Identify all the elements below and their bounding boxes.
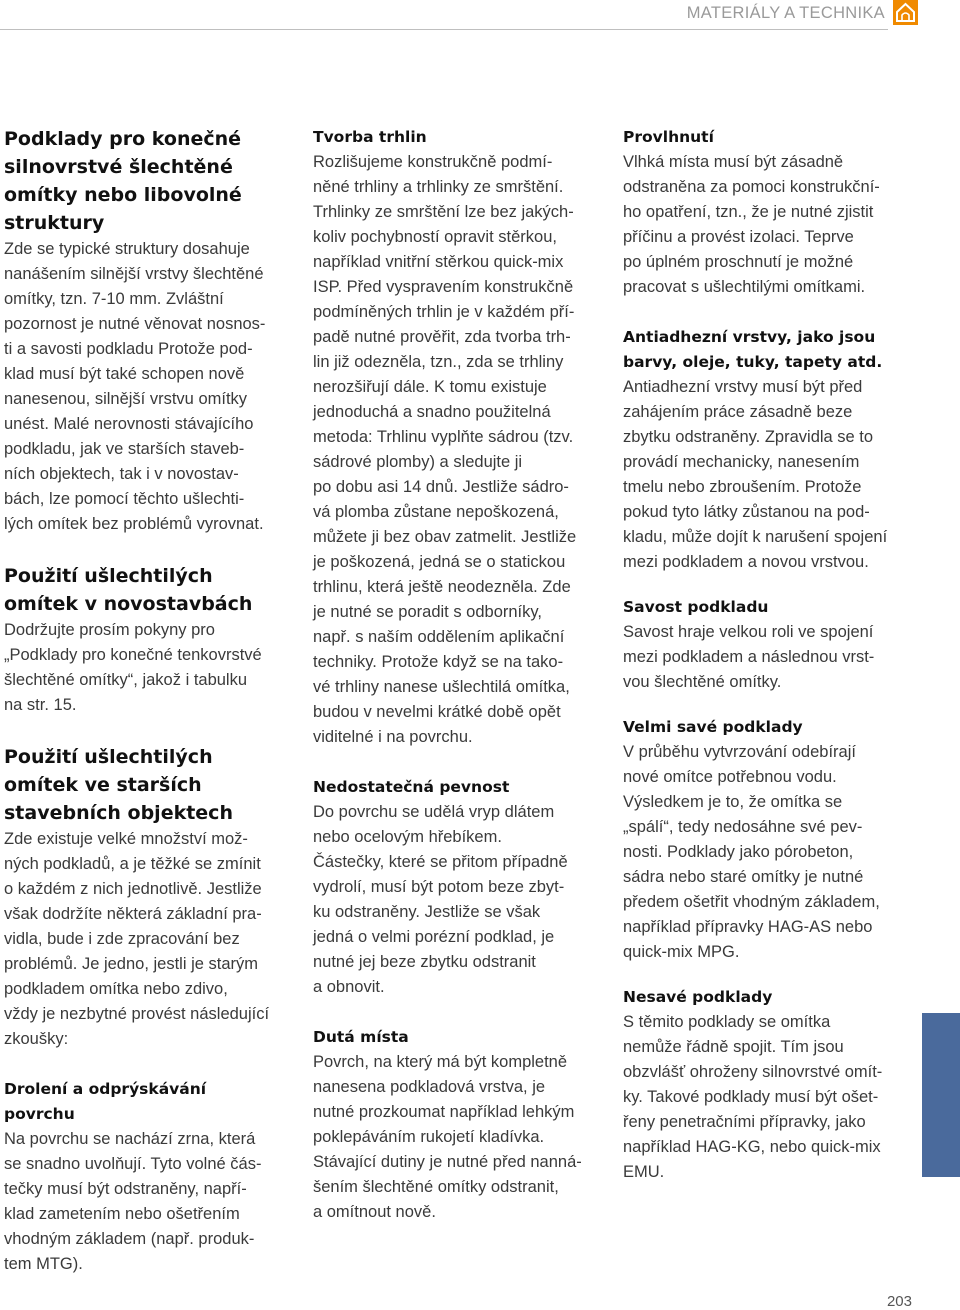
body-nesave-podklady: S těmito podklady se omítka nemůže řádně spojit. Tím jsou obzvlášť ohroženy silnovrstvé omít- ky. Takové podklady musí být ošet- řeny penetračními přípravky, jako například HAG-KG, nebo quick-mix EMU. — [623, 1013, 883, 1181]
body-droleni: Na povrchu se nachází zrna, která se snadno uvolňují. Tyto volné čás- tečky musí být odstraněny, napří- klad zametením nebo ošetřením vhodným základem (např. produk- tem MTG). — [4, 1130, 262, 1273]
body-pouziti-novostavby: Dodržujte prosím pokyny pro „Podklady pro konečné tenkovrstvé šlechtěné omítky“, jakož i tabulku na str. 15. — [4, 621, 262, 714]
header-rule — [0, 29, 888, 30]
heading-antiadhezni-vrstvy: Antiadhezní vrstvy, jako jsou barvy, oleje, tuky, tapety atd. — [623, 328, 883, 371]
body-provlhnuti: Vlhká místa musí být zásadně odstraněna za pomoci konstrukční- ho opatření, tzn., že je nutné zjistit příčinu a provést izolaci. Teprve po úplném proschnutí je možné pracovat s ušlechtilými omítkami. — [623, 153, 880, 296]
column-left — [4, 125, 294, 1277]
heading-podklady-silnovrstve: Podklady pro konečné silnovrstvé šlechtěné omítky nebo libovolné struktury — [4, 128, 242, 234]
body-pouziti-starsi-objekty: Zde existuje velké množství mož- ných podkladů, a je těžké se zmínit o každém z nich jednotlivě. Jestliže však dodržíte některá základní pra- vidla, bude i zde zpracování bez problémů. Je jedno, jestli je starým podkladem omítka nebo zdivo, vždy je nezbytné provést následující zkoušky: — [4, 830, 270, 1048]
heading-provlhnuti: Provlhnutí — [623, 128, 714, 146]
section-header-label: MATERIÁLY A TECHNIKA — [686, 4, 885, 22]
body-savost-podkladu: Savost hraje velkou roli ve spojení mezi podkladem a následnou vrst- vou šlechtěné omítky. — [623, 623, 875, 691]
body-duta-mista: Povrch, na který má být kompletně nanesena podkladová vrstva, je nutné prozkoumat například lehkým poklepáváním rukojetí kladívka. Stávající dutiny je nutné před nanná- šením šlechtěné omítky odstranit, a omítnout nově. — [313, 1053, 582, 1221]
heading-droleni: Drolení a odprýskávání povrchu — [4, 1080, 207, 1123]
chapter-side-tab — [922, 1013, 960, 1177]
heading-tvorba-trhlin: Tvorba trhlin — [313, 128, 427, 146]
body-tvorba-trhlin: Rozlišujeme konstrukčně podmí- něné trhliny a trhlinky ze smrštění. Trhlinky ze smrštění lze bez jakých- koliv pochybností opravit stěrkou, například vnitřní stěrkou quick-mix ISP. Před vyspravením konstrukčně podmíněných trhlin je v každém pří- padě nutné prověřit, zda tvorba trh- lin již odezněla, tzn., zda se trhliny nerozšiřují dále. K tomu existuje jednoduchá a snadno použitelná metoda: Trhlinu vyplňte sádrou (tzv. sádrové plomby) a sledujte ji po dobu asi 14 dnů. Jestliže sádro- vá plomba zůstane nepoškozená, můžete ji bez obav zatmelit. Jestliže je poškozená, jedná se o statickou trhlinu, která ještě neodezněla. Zde je nutné se poradit s odborníky, např. s naším oddělením aplikační techniky. Protože když se na tako- vé trhliny nanese ušlechtilá omítka, budou v nevelmi krátké době opět viditelné i na povrchu. — [313, 153, 577, 746]
body-antiadhezni-vrstvy: Antiadhezní vrstvy musí být před zahájením práce zásadně beze zbytku odstraněny. Zpravidla se to provádí mechanicky, nanesením tmelu nebo zbroušením. Protože pokud tyto látky zůstanou na pod- kladu, může dojít k narušení spojení mezi podkladem a novou vrstvou. — [623, 378, 888, 571]
body-nedostatecna-pevnost: Do povrchu se udělá vryp dlátem nebo ocelovým hřebíkem. Částečky, které se přitom případně vydrolí, musí být potom beze zbyt- ku odstraněny. Jestliže se však jedná o velmi porézní podklad, je nutné jej beze zbytku odstranit a obnovit. — [313, 803, 568, 996]
heading-nesave-podklady: Nesavé podklady — [623, 988, 773, 1006]
heading-pouziti-novostavby: Použití ušlechtilých omítek v novostavbách — [4, 565, 253, 615]
heading-savost-podkladu: Savost podkladu — [623, 598, 769, 616]
column-right — [623, 125, 913, 1185]
heading-duta-mista: Dutá místa — [313, 1028, 409, 1046]
page-number: 203 — [886, 1293, 912, 1310]
heading-pouziti-starsi-objekty: Použití ušlechtilých omítek ve starších stavebních objektech — [4, 746, 233, 824]
body-podklady-silnovrstve: Zde se typické struktury dosahuje nanášením silnější vrstvy šlechtěné omítky, tzn. 7-10 mm. Zvláštní pozornost je nutné věnovat nosnos- ti a savosti podkladu Protože pod- klad musí být také schopen nově nanesenou, silnější vrstvu omítky unést. Malé nerovnosti stávajícího podkladu, jak ve starších staveb- ních objektech, tak i v novostav- bách, lze pomocí těchto ušlechti- lých omítek bez problémů vyrovnat. — [4, 240, 266, 533]
body-velmi-save-podklady: V průběhu vytvrzování odebírají nové omítce potřebnou vodu. Výsledkem je to, že omítka se „spálí“, tedy nedosáhne své pev- nosti. Podklady jako pórobeton, sádra nebo staré omítky je nutné předem ošetřit vhodným základem, například přípravky HAG-AS nebo quick-mix MPG. — [623, 743, 880, 961]
heading-velmi-save-podklady: Velmi savé podklady — [623, 718, 803, 736]
house-logo-icon — [893, 0, 918, 25]
heading-nedostatecna-pevnost: Nedostatečná pevnost — [313, 778, 510, 796]
column-middle — [313, 125, 603, 1225]
